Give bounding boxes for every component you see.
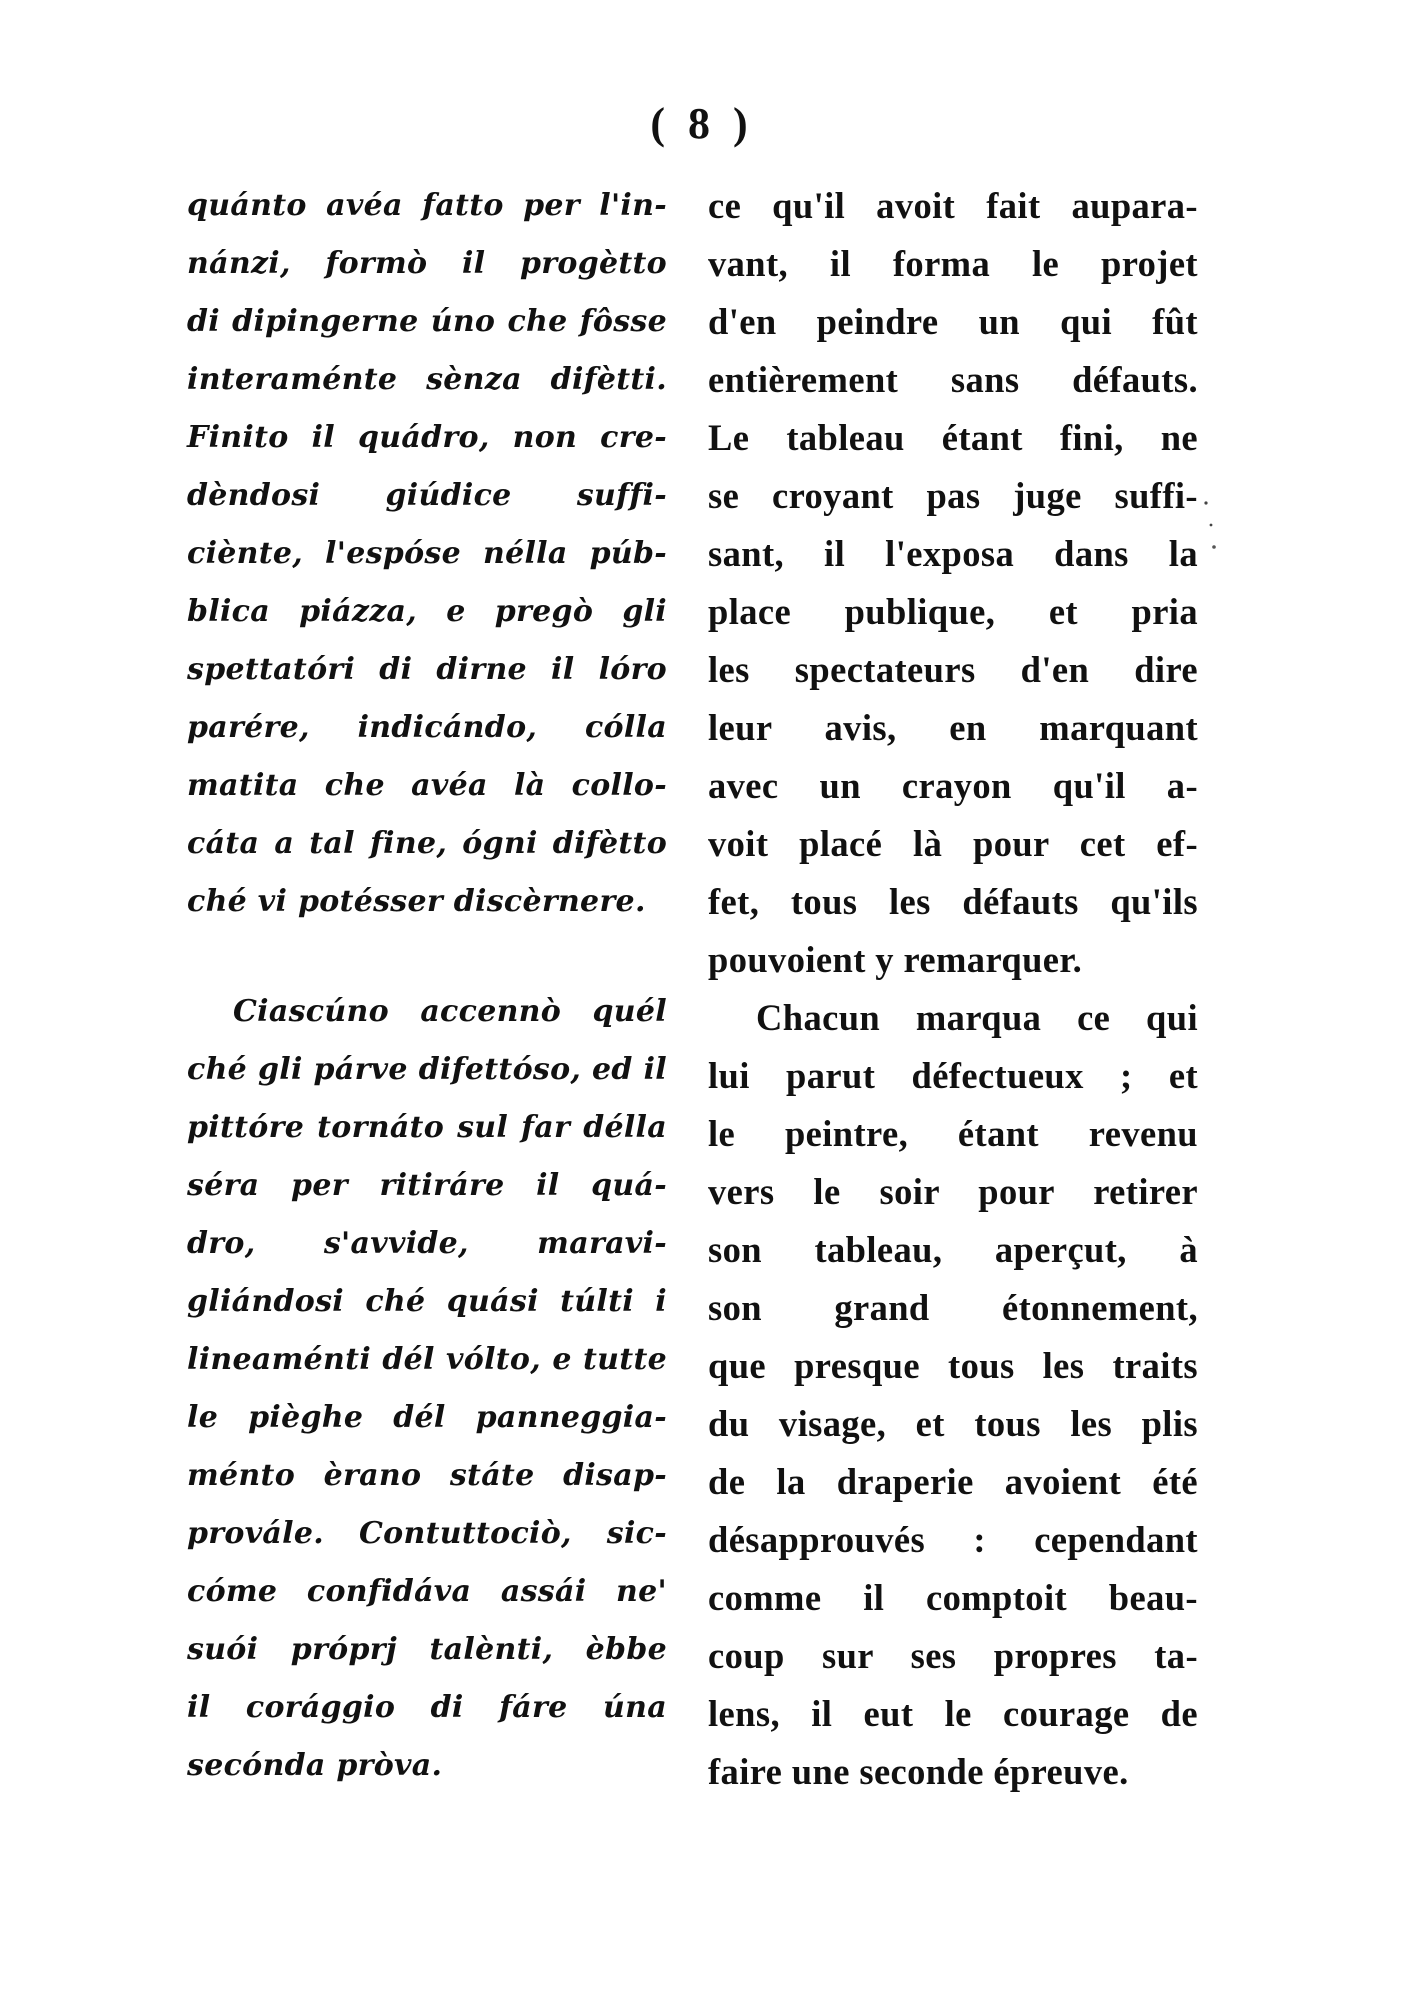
- text-line: le pièghe dél panneggia-: [187, 1400, 667, 1435]
- text-line: d'en peindre un qui fût: [708, 301, 1198, 342]
- text-line: secónda pròva.: [187, 1748, 443, 1783]
- text-line: ché vi potésser discèrnere.: [187, 884, 646, 919]
- text-line: désapprouvés : cependant: [708, 1519, 1198, 1560]
- print-speck-decoration: [1202, 495, 1218, 559]
- print-speck-icon: [1202, 495, 1218, 555]
- text-line: cóme confidáva assái ne': [187, 1574, 667, 1609]
- text-line: leur avis, en marquant: [708, 707, 1198, 748]
- text-line: dro, s'avvide, maravi-: [187, 1226, 667, 1261]
- text-line: suói próprj talènti, èbbe: [187, 1632, 667, 1667]
- text-line: ménto èrano státe disap-: [187, 1458, 667, 1493]
- text-line: fet, tous les défauts qu'ils: [708, 881, 1198, 922]
- text-line: spettatóri di dirne il lóro: [187, 652, 667, 687]
- text-line: coup sur ses propres ta-: [708, 1635, 1198, 1676]
- italian-column: [187, 177, 667, 1795]
- text-line: Finito il quádro, non cre-: [187, 420, 667, 455]
- page-number: ( 8 ): [650, 99, 754, 148]
- italian-paragraph-1: [187, 177, 667, 931]
- text-line: di dipingerne úno che fôsse: [187, 304, 667, 339]
- text-line: il corággio di fáre úna: [187, 1690, 667, 1725]
- french-paragraph-1: [708, 177, 1198, 989]
- french-paragraph-2: [708, 989, 1198, 1801]
- text-line: vant, il forma le projet: [708, 243, 1198, 284]
- text-line: son tableau, aperçut, à: [708, 1229, 1198, 1270]
- text-line: dèndosi giúdice suffi-: [187, 478, 667, 513]
- text-line: vers le soir pour retirer: [708, 1171, 1198, 1212]
- text-line: interaménte sènza difètti.: [187, 362, 667, 397]
- text-line: pittóre tornáto sul far délla: [187, 1110, 667, 1145]
- text-line: ché gli párve difettóso, ed il: [187, 1052, 667, 1087]
- text-line: parére, indicándo, cólla: [187, 710, 667, 745]
- text-line: quánto avéa fatto per l'in-: [187, 188, 667, 223]
- text-line: matita che avéa là collo-: [187, 768, 667, 803]
- text-line: avec un crayon qu'il a-: [708, 765, 1198, 806]
- text-line: lens, il eut le courage de: [708, 1693, 1198, 1734]
- text-line: sant, il l'exposa dans la: [708, 533, 1198, 574]
- text-line: ciènte, l'espóse nélla púb-: [187, 536, 667, 571]
- text-line: gliándosi ché quási túlti i: [187, 1284, 667, 1319]
- text-line: séra per ritiráre il quá-: [187, 1168, 667, 1203]
- italian-paragraph-2: [187, 983, 667, 1795]
- text-line: cáta a tal fine, ógni difètto: [187, 826, 667, 861]
- text-line: lui parut défectueux ; et: [708, 1055, 1198, 1096]
- text-line: les spectateurs d'en dire: [708, 649, 1198, 690]
- text-line: le peintre, étant revenu: [708, 1113, 1198, 1154]
- text-line: lineaménti dél vólto, e tutte: [187, 1342, 667, 1377]
- text-line: voit placé là pour cet ef-: [708, 823, 1198, 864]
- text-line: entièrement sans défauts.: [708, 359, 1198, 400]
- french-column: [708, 177, 1198, 1801]
- text-line: du visage, et tous les plis: [708, 1403, 1198, 1444]
- text-line: place publique, et pria: [708, 591, 1198, 632]
- text-line: se croyant pas juge suffi-: [708, 475, 1198, 516]
- text-line: son grand étonnement,: [708, 1287, 1198, 1328]
- text-line: Le tableau étant fini, ne: [708, 417, 1198, 458]
- text-line: Chacun marqua ce qui: [756, 997, 1198, 1038]
- text-line: blica piázza, e pregò gli: [187, 594, 667, 629]
- text-line: de la draperie avoient été: [708, 1461, 1198, 1502]
- text-line: provále. Contuttociò, sic-: [187, 1516, 667, 1551]
- text-line: que presque tous les traits: [708, 1345, 1198, 1386]
- text-line: ce qu'il avoit fait aupara-: [708, 185, 1198, 226]
- text-line: nánzi, formò il progètto: [187, 246, 667, 281]
- text-line: comme il comptoit beau-: [708, 1577, 1198, 1618]
- paragraph-gap: [187, 931, 667, 983]
- text-line: pouvoient y remarquer.: [708, 939, 1083, 980]
- text-line: faire une seconde épreuve.: [708, 1751, 1129, 1792]
- text-line: Ciascúno accennò quél: [233, 994, 667, 1029]
